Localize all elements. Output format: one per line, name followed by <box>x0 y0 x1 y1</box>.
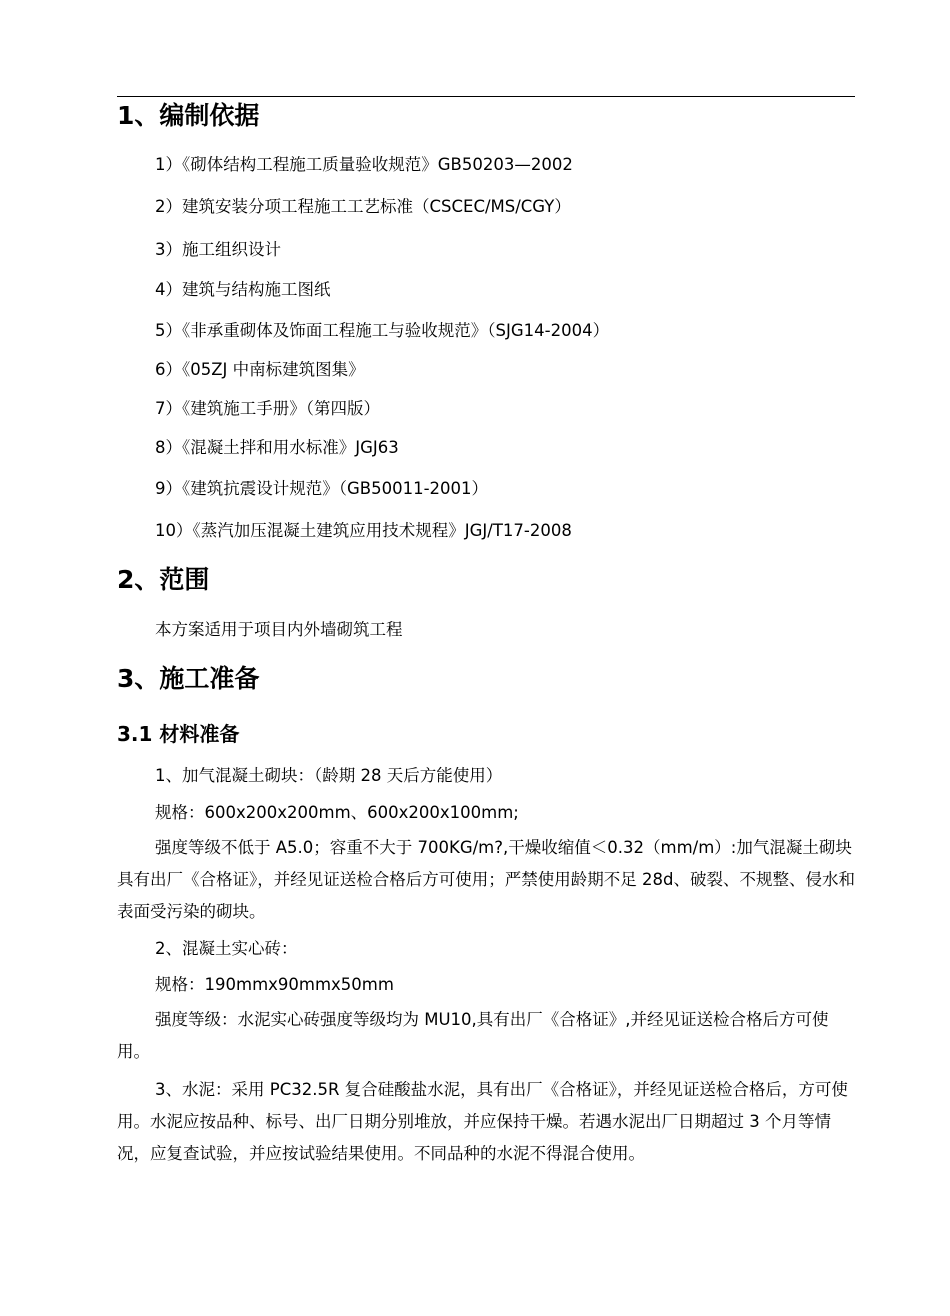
scope-text: 本方案适用于项目内外墙砌筑工程 <box>155 620 403 639</box>
section-2-heading: 2、范围 <box>117 565 210 594</box>
section-3-heading: 3、施工准备 <box>117 664 260 693</box>
material-1-spec: 规格：600x200x200mm、600x200x100mm; <box>155 803 519 822</box>
material-1-strength: 强度等级不低于 A5.0；容重不大于 700KG/m?,干燥收缩值＜0.32（mm/m）:加气混凝土砌块具有出厂《合格证》，并经见证送检合格后方可使用；严禁使用龄期不足 28d、破裂、不规整、侵水和表面受污染的砌块。 <box>117 838 855 921</box>
reference-item: 4）建筑与结构施工图纸 <box>155 280 331 299</box>
material-2-heading: 2、混凝土实心砖： <box>155 939 298 958</box>
reference-item: 8）《混凝土拌和用水标准》JGJ63 <box>155 438 399 457</box>
reference-item: 1）《砌体结构工程施工质量验收规范》GB50203—2002 <box>155 155 573 174</box>
reference-item: 2）建筑安装分项工程施工工艺标准（CSCEC/MS/CGY） <box>155 197 571 216</box>
material-2-spec: 规格：190mmx90mmx50mm <box>155 975 394 994</box>
reference-item: 10）《蒸汽加压混凝土建筑应用技术规程》JGJ/T17-2008 <box>155 521 572 540</box>
subsection-3-1-heading: 3.1 材料准备 <box>117 722 240 746</box>
reference-item: 7）《建筑施工手册》（第四版） <box>155 399 380 418</box>
reference-item: 9）《建筑抗震设计规范》（GB50011-2001） <box>155 479 489 498</box>
reference-item: 5）《非承重砌体及饰面工程施工与验收规范》（SJG14-2004） <box>155 321 610 340</box>
section-1-heading: 1、编制依据 <box>117 101 260 130</box>
material-2-strength: 强度等级：水泥实心砖强度等级均为 MU10,具有出厂《合格证》,并经见证送检合格后方可使用。 <box>117 1010 829 1061</box>
reference-item: 3）施工组织设计 <box>155 240 281 259</box>
reference-item: 6）《05ZJ 中南标建筑图集》 <box>155 360 365 379</box>
header-rule <box>117 96 855 97</box>
material-3-cement: 3、水泥：采用 PC32.5R 复合硅酸盐水泥，具有出厂《合格证》，并经见证送检合格后，方可使用。水泥应按品种、标号、出厂日期分别堆放，并应保持干燥。若遇水泥出厂日期超过 3 个月等情况，应复查试验，并应按试验结果使用。不同品种的水泥不得混合使用。 <box>117 1080 848 1163</box>
material-1-heading: 1、加气混凝土砌块：（龄期 28 天后方能使用） <box>155 766 503 785</box>
